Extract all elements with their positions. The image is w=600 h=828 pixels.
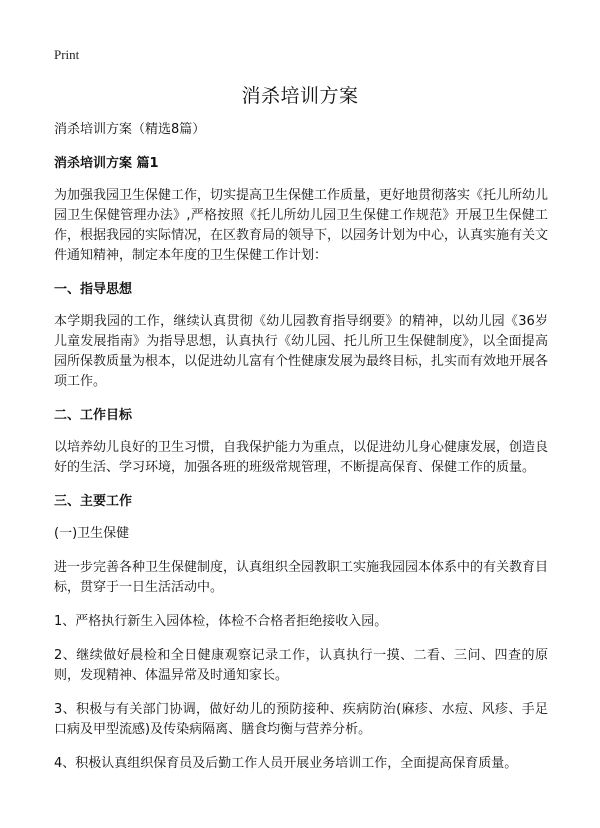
list-item: 4、积极认真组织保育员及后勤工作人员开展业务培训工作，全面提高保育质量。 xyxy=(54,756,518,771)
section-heading-main-work: 三、主要工作 xyxy=(54,494,133,509)
document-body xyxy=(54,120,548,788)
section-heading-guiding-ideology: 一、指导思想 xyxy=(54,282,133,297)
section-paragraph-work-goals: 以培养幼儿良好的卫生习惯，自我保护能力为重点，以促进幼儿身心健康发展，创造良好的生活、学习环境，加强各班的班级常规管理，不断提高保育、保健工作的质量。 xyxy=(54,440,549,475)
intro-paragraph: 为加强我园卫生保健工作，切实提高卫生保健工作质量，更好地贯彻落实《托儿所幼儿园卫生保健管理办法》,严格按照《托儿所幼儿园卫生保健工作规范》开展卫生保健工作，根据我园的实际情况，在区教育局的领导下，以园务计划为中心，认真实施有关文件通知精神，制定本年度的卫生保健工作计划： xyxy=(54,188,549,263)
article-heading: 消杀培训方案 篇1 xyxy=(54,156,159,171)
list-item: 2、继续做好晨检和全日健康观察记录工作，认真执行一摸、二看、三问、四查的原则，发现精神、体温异常及时通知家长。 xyxy=(54,648,548,683)
section-heading-work-goals: 二、工作目标 xyxy=(54,408,133,423)
list-item: 3、积极与有关部门协调，做好幼儿的预防接种、疾病防治(麻疹、水痘、风疹、手足口病及甲型流感)及传染病隔离、膳食均衡与营养分析。 xyxy=(54,702,548,737)
document-subtitle: 消杀培训方案（精选8篇） xyxy=(54,122,206,137)
section-paragraph-guiding-ideology: 本学期我园的工作，继续认真贯彻《幼儿园教育指导纲要》的精神，以幼儿园《36岁儿童发展指南》为指导思想，认真执行《幼儿园、托儿所卫生保健制度》，以全面提高园所保教质量为根本，以促进幼儿富有个性健康发展为最终目标，扎实而有效地开展各项工作。 xyxy=(54,314,549,389)
sub-intro-paragraph: 进一步完善各种卫生保健制度，认真组织全园教职工实施我园园本体系中的有关教育目标，贯穿于一日生活活动中。 xyxy=(54,560,549,595)
list-item: 1、严格执行新生入园体检，体检不合格者拒绝接收入园。 xyxy=(54,614,388,629)
page-title: 消杀培训方案 xyxy=(241,85,359,107)
print-link[interactable]: Print xyxy=(54,47,80,62)
sub-heading-health-care: (一)卫生保健 xyxy=(54,526,130,541)
